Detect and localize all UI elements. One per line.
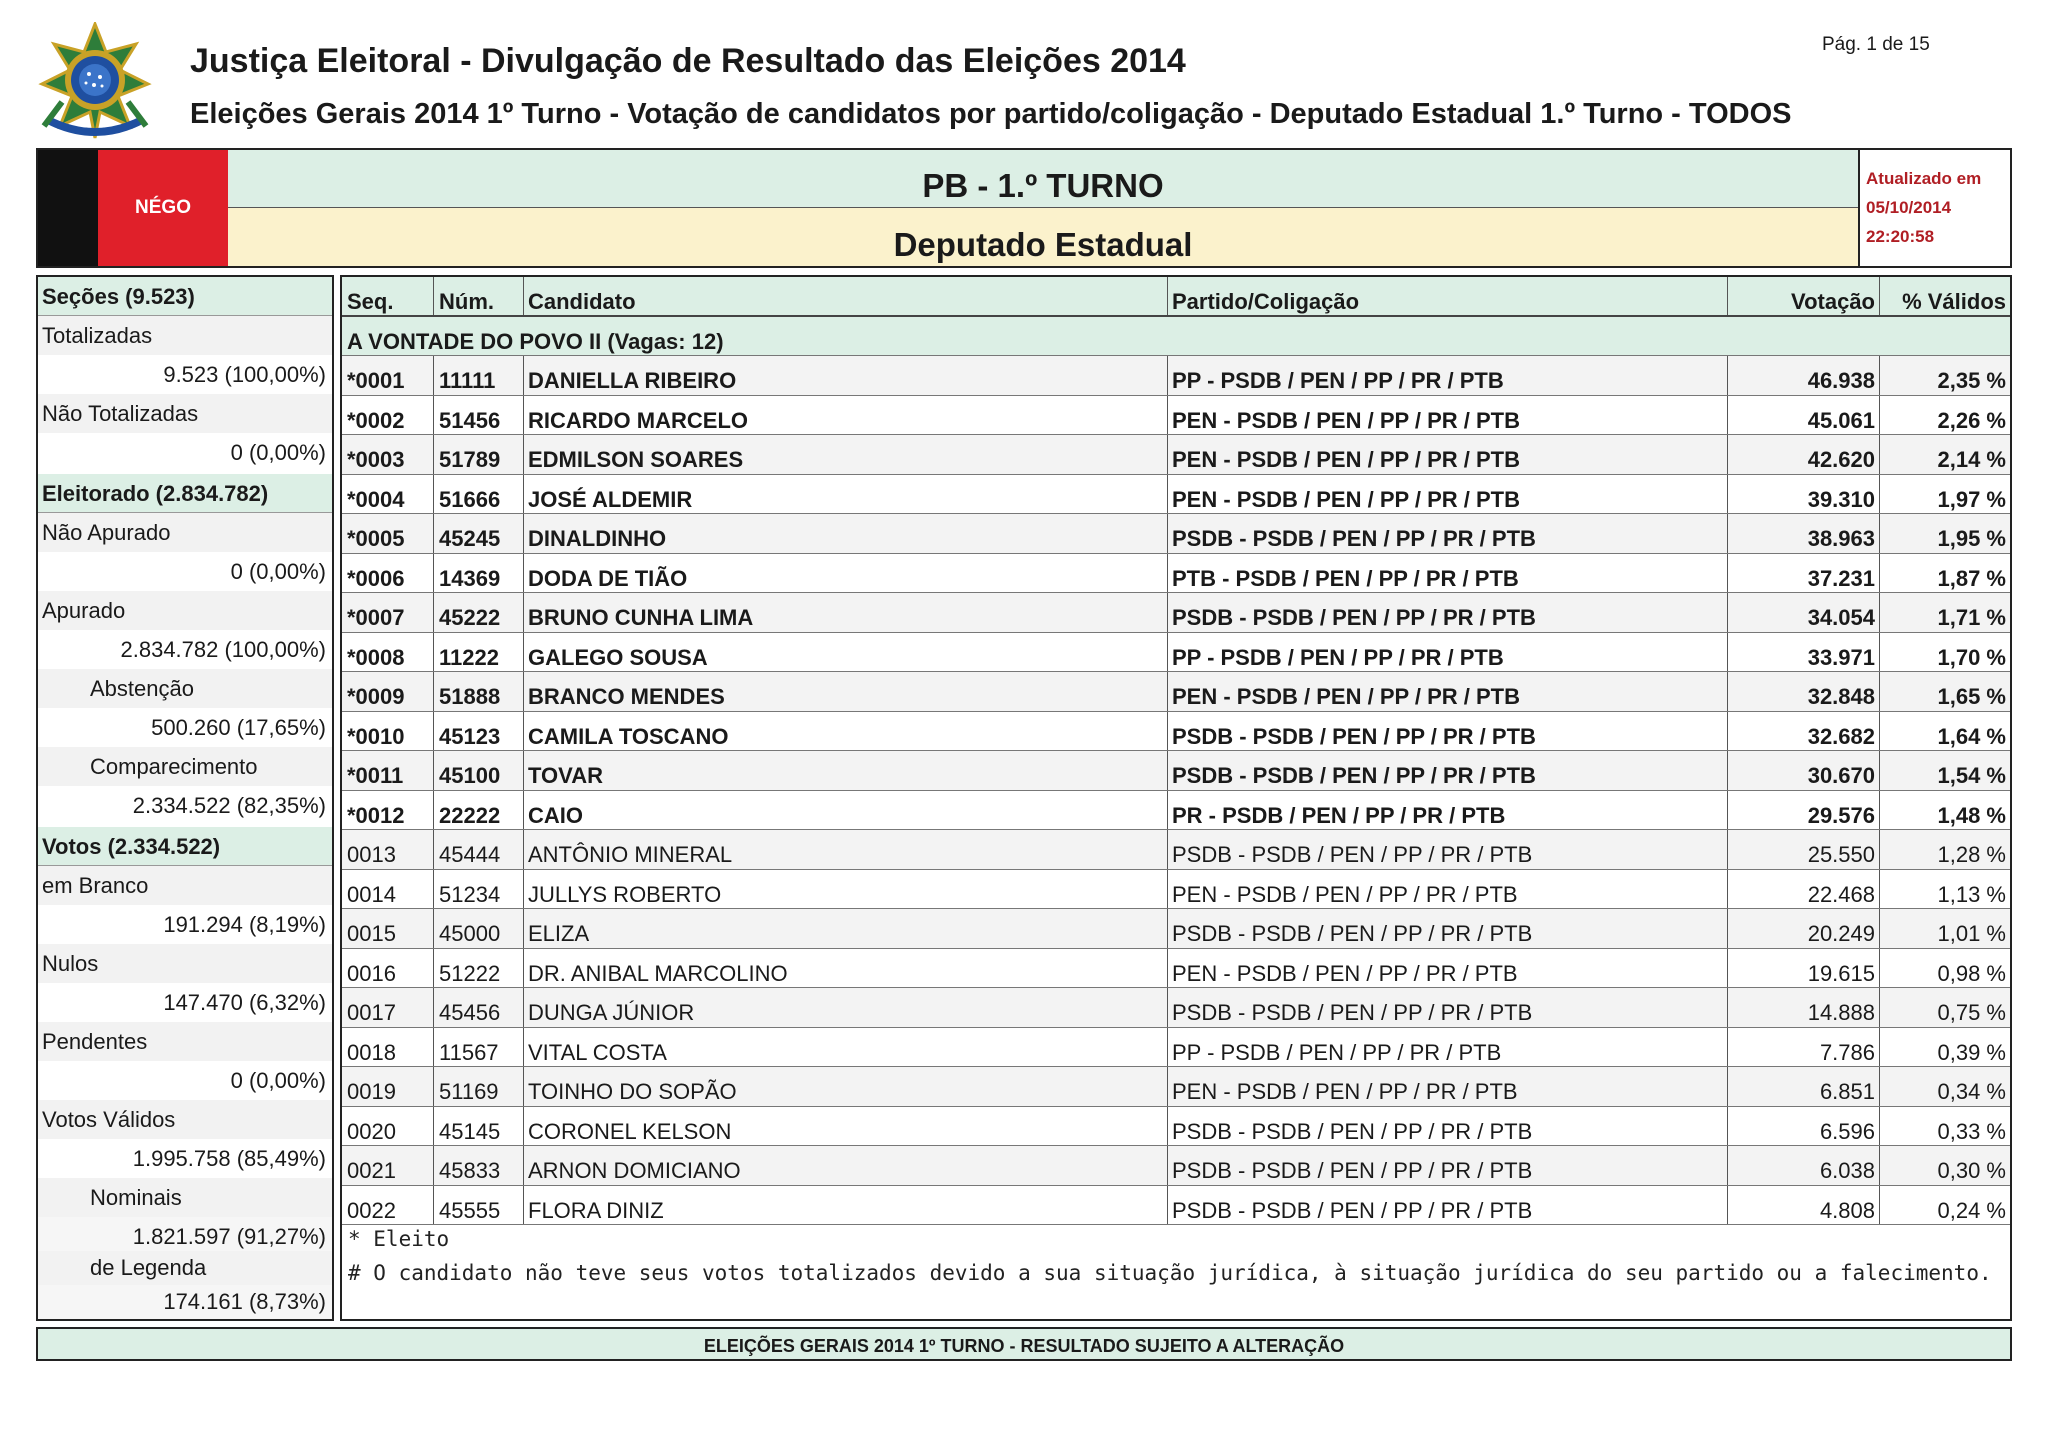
note-legal-status: # O candidato não teve seus votos totalizados devido a sua situação jurídica, à situação jurídica do seu partido ou a falecimento. bbox=[348, 1261, 1992, 1285]
table-notes bbox=[342, 1222, 2010, 1290]
nominais-value: 1.821.597 (91,27%) bbox=[38, 1217, 332, 1256]
updated-box bbox=[1858, 150, 2010, 266]
cell-votes: 38.963 bbox=[1728, 514, 1880, 553]
table-row bbox=[342, 1146, 2010, 1186]
cell-percent: 1,48 % bbox=[1937, 802, 2006, 828]
cell-number: 45833 bbox=[434, 1146, 524, 1185]
cell-seq: 0014 bbox=[342, 870, 434, 909]
cell-seq: *0001 bbox=[342, 356, 434, 395]
brazil-coat-of-arms-icon bbox=[34, 22, 156, 140]
cell-number: 22222 bbox=[434, 791, 524, 830]
cell-party: PEN - PSDB / PEN / PP / PR / PTB bbox=[1168, 435, 1728, 474]
cell-party: PR - PSDB / PEN / PP / PR / PTB bbox=[1168, 791, 1728, 830]
cell-percent: 1,54 % bbox=[1937, 763, 2006, 788]
cell-number: 51456 bbox=[434, 396, 524, 435]
cell-number: 51234 bbox=[434, 870, 524, 909]
cell-number: 11222 bbox=[434, 633, 524, 672]
cell-votes: 25.550 bbox=[1728, 830, 1880, 869]
cell-candidate: DINALDINHO bbox=[524, 514, 1168, 553]
nao-totalizadas-value: 0 (0,00%) bbox=[38, 433, 332, 472]
summary-panel bbox=[36, 275, 334, 1321]
cell-seq: 0020 bbox=[342, 1107, 434, 1146]
cell-percent: 0,34 % bbox=[1937, 1079, 2006, 1104]
cell-votes: 6.851 bbox=[1728, 1067, 1880, 1106]
cell-number: 45145 bbox=[434, 1107, 524, 1146]
cell-candidate: JOSÉ ALDEMIR bbox=[524, 475, 1168, 514]
cell-seq: *0010 bbox=[342, 712, 434, 751]
cell-candidate: CAIO bbox=[524, 791, 1168, 830]
table-row bbox=[342, 475, 2010, 515]
report-subtitle: Eleições Gerais 2014 1º Turno - Votação de candidatos por partido/coligação - Deputado Estadual 1.º Turno - TODOS bbox=[190, 98, 1792, 130]
cell-votes: 6.596 bbox=[1728, 1107, 1880, 1146]
col-party-header: Partido/Coligação bbox=[1168, 277, 1728, 315]
col-seq-header: Seq. bbox=[342, 277, 434, 315]
cell-votes: 42.620 bbox=[1728, 435, 1880, 474]
cell-number: 45456 bbox=[434, 988, 524, 1027]
cell-number: 45100 bbox=[434, 751, 524, 790]
cell-percent: 2,35 % bbox=[1937, 368, 2006, 393]
table-row bbox=[342, 1107, 2010, 1147]
table-row bbox=[342, 949, 2010, 989]
comparecimento-label: Comparecimento bbox=[38, 747, 332, 786]
cell-percent: 2,26 % bbox=[1937, 407, 2006, 433]
cell-party: PSDB - PSDB / PEN / PP / PR / PTB bbox=[1168, 1107, 1728, 1146]
cell-number: 11111 bbox=[434, 356, 524, 395]
note-elected: * Eleito bbox=[348, 1227, 450, 1251]
cell-votes: 7.786 bbox=[1728, 1028, 1880, 1067]
updated-label: Atualizado em bbox=[1866, 169, 1982, 188]
table-header bbox=[342, 277, 2010, 317]
table-row bbox=[342, 633, 2010, 673]
cell-party: PEN - PSDB / PEN / PP / PR / PTB bbox=[1168, 1067, 1728, 1106]
cell-seq: 0018 bbox=[342, 1028, 434, 1067]
cell-percent: 1,97 % bbox=[1937, 486, 2006, 512]
col-percent-header: % Válidos bbox=[1902, 289, 2006, 314]
cell-votes: 33.971 bbox=[1728, 633, 1880, 672]
table-row bbox=[342, 1186, 2010, 1226]
table-row bbox=[342, 514, 2010, 554]
cell-number: 14369 bbox=[434, 554, 524, 593]
cell-votes: 14.888 bbox=[1728, 988, 1880, 1027]
cell-votes: 6.038 bbox=[1728, 1146, 1880, 1185]
cell-votes: 37.231 bbox=[1728, 554, 1880, 593]
cell-number: 51169 bbox=[434, 1067, 524, 1106]
col-candidate-header: Candidato bbox=[524, 277, 1168, 315]
eleitorado-header: Eleitorado (2.834.782) bbox=[38, 474, 332, 513]
nulos-value: 147.470 (6,32%) bbox=[38, 983, 332, 1022]
cell-percent: 1,95 % bbox=[1937, 526, 2006, 551]
cell-seq: *0012 bbox=[342, 791, 434, 830]
cell-party: PEN - PSDB / PEN / PP / PR / PTB bbox=[1168, 949, 1728, 988]
cell-votes: 34.054 bbox=[1728, 593, 1880, 632]
cell-candidate: CORONEL KELSON bbox=[524, 1107, 1168, 1146]
cell-percent: 1,28 % bbox=[1937, 842, 2006, 867]
cell-seq: 0021 bbox=[342, 1146, 434, 1185]
state-banner bbox=[36, 148, 2012, 268]
turno-title: PB - 1.º TURNO bbox=[228, 150, 1858, 208]
cell-votes: 20.249 bbox=[1728, 909, 1880, 948]
cell-seq: 0022 bbox=[342, 1186, 434, 1225]
cell-party: PSDB - PSDB / PEN / PP / PR / PTB bbox=[1168, 751, 1728, 790]
cell-number: 45555 bbox=[434, 1186, 524, 1225]
updated-time: 22:20:58 bbox=[1866, 227, 1935, 246]
cell-number: 51222 bbox=[434, 949, 524, 988]
cell-seq: *0005 bbox=[342, 514, 434, 553]
cell-candidate: BRANCO MENDES bbox=[524, 672, 1168, 711]
cell-party: PSDB - PSDB / PEN / PP / PR / PTB bbox=[1168, 712, 1728, 751]
table-row bbox=[342, 751, 2010, 791]
legenda-value: 174.161 (8,73%) bbox=[38, 1285, 332, 1319]
cell-party: PSDB - PSDB / PEN / PP / PR / PTB bbox=[1168, 988, 1728, 1027]
cell-candidate: GALEGO SOUSA bbox=[524, 633, 1168, 672]
cell-seq: *0002 bbox=[342, 396, 434, 435]
cell-candidate: ANTÔNIO MINERAL bbox=[524, 830, 1168, 869]
totalizadas-label: Totalizadas bbox=[38, 316, 332, 355]
nao-apurado-value: 0 (0,00%) bbox=[38, 552, 332, 591]
flag-red-stripe bbox=[98, 150, 228, 266]
cell-candidate: CAMILA TOSCANO bbox=[524, 712, 1168, 751]
table-row bbox=[342, 396, 2010, 436]
cell-candidate: TOVAR bbox=[524, 751, 1168, 790]
abstencao-label: Abstenção bbox=[38, 669, 332, 708]
cell-candidate: VITAL COSTA bbox=[524, 1028, 1168, 1067]
cell-percent: 0,98 % bbox=[1937, 960, 2006, 986]
cell-seq: *0008 bbox=[342, 633, 434, 672]
cell-number: 51888 bbox=[434, 672, 524, 711]
cell-percent: 1,70 % bbox=[1937, 644, 2006, 670]
cargo-title: Deputado Estadual bbox=[228, 208, 1858, 266]
cell-votes: 29.576 bbox=[1728, 791, 1880, 830]
cell-party: PSDB - PSDB / PEN / PP / PR / PTB bbox=[1168, 1146, 1728, 1185]
cell-percent: 1,87 % bbox=[1937, 565, 2006, 591]
cell-seq: 0017 bbox=[342, 988, 434, 1027]
table-row bbox=[342, 593, 2010, 633]
flag-black-stripe bbox=[38, 150, 98, 266]
cell-percent: 0,24 % bbox=[1937, 1197, 2006, 1223]
cell-candidate: ELIZA bbox=[524, 909, 1168, 948]
table-row bbox=[342, 988, 2010, 1028]
cell-candidate: FLORA DINIZ bbox=[524, 1186, 1168, 1225]
cell-party: PEN - PSDB / PEN / PP / PR / PTB bbox=[1168, 870, 1728, 909]
apurado-value: 2.834.782 (100,00%) bbox=[38, 630, 332, 669]
col-num-header: Núm. bbox=[434, 277, 524, 315]
cell-party: PEN - PSDB / PEN / PP / PR / PTB bbox=[1168, 672, 1728, 711]
cell-number: 45000 bbox=[434, 909, 524, 948]
cell-percent: 2,14 % bbox=[1937, 447, 2006, 472]
cell-candidate: TOINHO DO SOPÃO bbox=[524, 1067, 1168, 1106]
report-title: Justiça Eleitoral - Divulgação de Resultado das Eleições 2014 bbox=[190, 42, 1186, 80]
table-row bbox=[342, 672, 2010, 712]
branco-label: em Branco bbox=[38, 866, 332, 905]
table-row bbox=[342, 1028, 2010, 1068]
cell-party: PP - PSDB / PEN / PP / PR / PTB bbox=[1168, 356, 1728, 395]
pendentes-value: 0 (0,00%) bbox=[38, 1061, 332, 1100]
nominais-label: Nominais bbox=[38, 1178, 332, 1217]
cell-votes: 32.848 bbox=[1728, 672, 1880, 711]
secoes-header: Seções (9.523) bbox=[38, 277, 332, 316]
cell-candidate: RICARDO MARCELO bbox=[524, 396, 1168, 435]
cell-seq: *0009 bbox=[342, 672, 434, 711]
col-votes-header: Votação bbox=[1728, 277, 1880, 315]
cell-candidate: JULLYS ROBERTO bbox=[524, 870, 1168, 909]
pendentes-label: Pendentes bbox=[38, 1022, 332, 1061]
nao-totalizadas-label: Não Totalizadas bbox=[38, 394, 332, 433]
cell-party: PEN - PSDB / PEN / PP / PR / PTB bbox=[1168, 396, 1728, 435]
cell-party: PEN - PSDB / PEN / PP / PR / PTB bbox=[1168, 475, 1728, 514]
cell-seq: 0019 bbox=[342, 1067, 434, 1106]
table-row bbox=[342, 870, 2010, 910]
cell-votes: 19.615 bbox=[1728, 949, 1880, 988]
cell-party: PTB - PSDB / PEN / PP / PR / PTB bbox=[1168, 554, 1728, 593]
table-row bbox=[342, 1067, 2010, 1107]
cell-votes: 22.468 bbox=[1728, 870, 1880, 909]
cell-seq: *0004 bbox=[342, 475, 434, 514]
cell-party: PSDB - PSDB / PEN / PP / PR / PTB bbox=[1168, 1186, 1728, 1225]
nulos-label: Nulos bbox=[38, 944, 332, 983]
totalizadas-value: 9.523 (100,00%) bbox=[38, 355, 332, 394]
abstencao-value: 500.260 (17,65%) bbox=[38, 708, 332, 747]
table-row bbox=[342, 435, 2010, 475]
table-row bbox=[342, 356, 2010, 396]
cell-seq: *0006 bbox=[342, 554, 434, 593]
cell-percent: 0,33 % bbox=[1937, 1118, 2006, 1144]
cell-seq: 0016 bbox=[342, 949, 434, 988]
table-row bbox=[342, 554, 2010, 594]
legenda-label: de Legenda bbox=[38, 1251, 332, 1285]
cell-percent: 1,65 % bbox=[1937, 684, 2006, 709]
cell-party: PSDB - PSDB / PEN / PP / PR / PTB bbox=[1168, 830, 1728, 869]
updated-date: 05/10/2014 bbox=[1866, 198, 1952, 217]
coalition-group-row bbox=[342, 317, 2010, 357]
apurado-label: Apurado bbox=[38, 591, 332, 630]
cell-votes: 4.808 bbox=[1728, 1186, 1880, 1225]
comparecimento-value: 2.334.522 (82,35%) bbox=[38, 786, 332, 825]
cell-number: 45123 bbox=[434, 712, 524, 751]
table-row bbox=[342, 712, 2010, 752]
cell-seq: *0003 bbox=[342, 435, 434, 474]
cell-number: 45222 bbox=[434, 593, 524, 632]
table-row bbox=[342, 909, 2010, 949]
cell-candidate: DR. ANIBAL MARCOLINO bbox=[524, 949, 1168, 988]
cell-number: 51789 bbox=[434, 435, 524, 474]
cell-votes: 46.938 bbox=[1728, 356, 1880, 395]
cell-seq: 0015 bbox=[342, 909, 434, 948]
cell-candidate: ARNON DOMICIANO bbox=[524, 1146, 1168, 1185]
results-table bbox=[340, 275, 2012, 1321]
cell-percent: 1,01 % bbox=[1937, 921, 2006, 946]
cell-party: PSDB - PSDB / PEN / PP / PR / PTB bbox=[1168, 909, 1728, 948]
cell-candidate: BRUNO CUNHA LIMA bbox=[524, 593, 1168, 632]
cell-percent: 1,71 % bbox=[1937, 605, 2006, 630]
cell-percent: 1,13 % bbox=[1937, 881, 2006, 907]
cell-percent: 0,30 % bbox=[1937, 1158, 2006, 1183]
validos-value: 1.995.758 (85,49%) bbox=[38, 1139, 332, 1178]
cell-seq: *0007 bbox=[342, 593, 434, 632]
table-row bbox=[342, 830, 2010, 870]
cell-percent: 0,39 % bbox=[1937, 1039, 2006, 1065]
cell-votes: 32.682 bbox=[1728, 712, 1880, 751]
cell-seq: *0011 bbox=[342, 751, 434, 790]
branco-value: 191.294 (8,19%) bbox=[38, 905, 332, 944]
cell-votes: 39.310 bbox=[1728, 475, 1880, 514]
cell-number: 45245 bbox=[434, 514, 524, 553]
cell-candidate: EDMILSON SOARES bbox=[524, 435, 1168, 474]
validos-label: Votos Válidos bbox=[38, 1100, 332, 1139]
page-indicator: Pág. 1 de 15 bbox=[1822, 34, 1930, 55]
cell-number: 51666 bbox=[434, 475, 524, 514]
cell-candidate: DANIELLA RIBEIRO bbox=[524, 356, 1168, 395]
nao-apurado-label: Não Apurado bbox=[38, 513, 332, 552]
coalition-name: A VONTADE DO POVO II (Vagas: 12) bbox=[347, 328, 724, 354]
cell-party: PP - PSDB / PEN / PP / PR / PTB bbox=[1168, 1028, 1728, 1067]
cell-party: PP - PSDB / PEN / PP / PR / PTB bbox=[1168, 633, 1728, 672]
cell-candidate: DUNGA JÚNIOR bbox=[524, 988, 1168, 1027]
cell-votes: 45.061 bbox=[1728, 396, 1880, 435]
cell-number: 11567 bbox=[434, 1028, 524, 1067]
cell-party: PSDB - PSDB / PEN / PP / PR / PTB bbox=[1168, 593, 1728, 632]
cell-percent: 1,64 % bbox=[1937, 723, 2006, 749]
cell-votes: 30.670 bbox=[1728, 751, 1880, 790]
cell-number: 45444 bbox=[434, 830, 524, 869]
votos-header: Votos (2.334.522) bbox=[38, 827, 332, 866]
cell-candidate: DODA DE TIÃO bbox=[524, 554, 1168, 593]
table-row bbox=[342, 791, 2010, 831]
cell-seq: 0013 bbox=[342, 830, 434, 869]
footer-disclaimer: ELEIÇÕES GERAIS 2014 1º TURNO - RESULTADO SUJEITO A ALTERAÇÃO bbox=[36, 1327, 2012, 1361]
cell-percent: 0,75 % bbox=[1937, 1000, 2006, 1025]
cell-party: PSDB - PSDB / PEN / PP / PR / PTB bbox=[1168, 514, 1728, 553]
flag-label: NÉGO bbox=[135, 197, 191, 218]
